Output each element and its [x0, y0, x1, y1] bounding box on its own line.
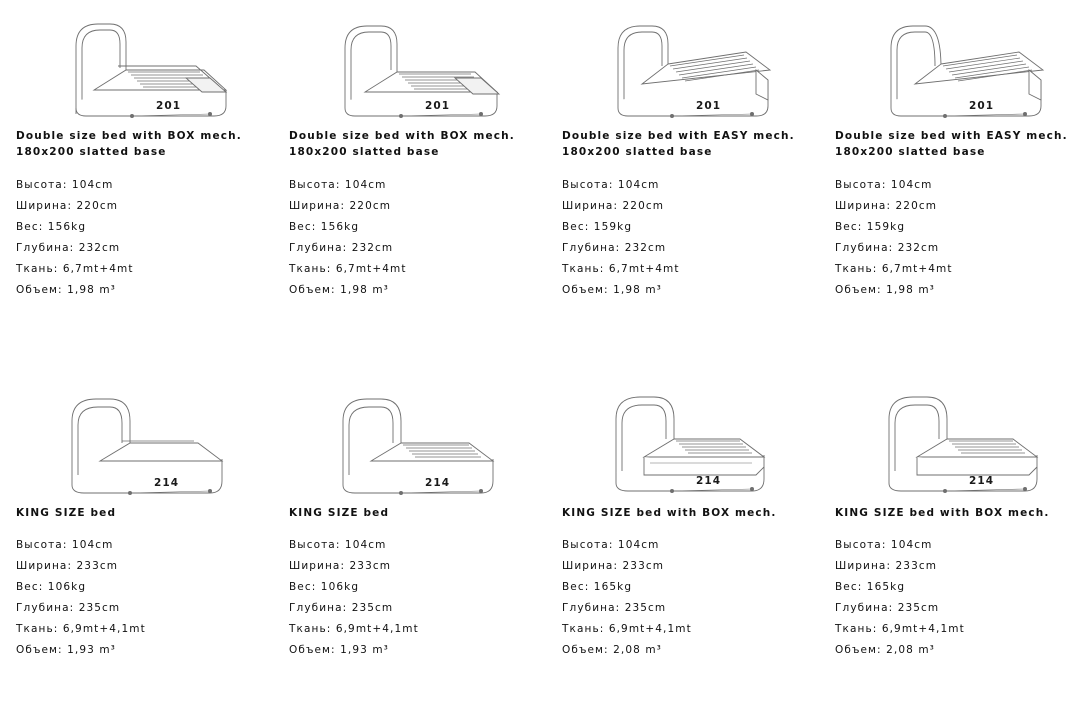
spec-depth: Глубина: 235cm	[16, 602, 121, 615]
spec-volume: Объем: 1,98 m³	[562, 283, 662, 296]
spec-weight: Вес: 159kg	[562, 220, 633, 233]
spec-list	[14, 175, 259, 301]
spec-weight: Вес: 156kg	[289, 220, 360, 233]
spec-height: Высота: 104cm	[16, 178, 114, 191]
product-card	[546, 375, 819, 723]
product-title: KING SIZE bed	[16, 507, 117, 519]
spec-list	[287, 535, 532, 661]
spec-width: Ширина: 220cm	[16, 199, 119, 212]
spec-volume: Объем: 2,08 m³	[835, 644, 935, 657]
product-card	[273, 375, 546, 723]
spec-height: Высота: 104cm	[835, 178, 933, 191]
spec-list	[833, 535, 1078, 661]
spec-width: Ширина: 220cm	[835, 199, 938, 212]
spec-fabric: Ткань: 6,7mt+4mt	[562, 262, 680, 275]
spec-list	[833, 175, 1078, 301]
spec-volume: Объем: 1,93 m³	[16, 644, 116, 657]
spec-width: Ширина: 233cm	[16, 560, 119, 573]
dimension-label: 214	[425, 477, 451, 489]
spec-list	[287, 175, 532, 301]
dimension-label: 214	[696, 475, 722, 487]
product-card	[546, 0, 819, 375]
dimension-label: 201	[425, 100, 451, 112]
product-title: KING SIZE bed with BOX mech.	[835, 507, 1050, 519]
spec-height: Высота: 104cm	[289, 178, 387, 191]
bed-illustration-king-size-box-mech	[833, 385, 1078, 505]
dimension-label: 201	[969, 100, 995, 112]
bed-illustration-box-mech	[14, 8, 259, 128]
spec-height: Высота: 104cm	[562, 178, 660, 191]
spec-width: Ширина: 233cm	[835, 560, 938, 573]
spec-volume: Объем: 1,93 m³	[289, 644, 389, 657]
spec-volume: Объем: 1,98 m³	[16, 283, 116, 296]
spec-width: Ширина: 220cm	[562, 199, 665, 212]
spec-list	[560, 175, 805, 301]
spec-width: Ширина: 233cm	[289, 560, 392, 573]
spec-weight: Вес: 106kg	[289, 581, 360, 594]
spec-depth: Глубина: 235cm	[562, 602, 667, 615]
spec-weight: Вес: 159kg	[835, 220, 906, 233]
product-card	[273, 0, 546, 375]
bed-illustration-king-size	[14, 385, 259, 505]
dimension-label: 201	[156, 100, 182, 112]
spec-depth: Глубина: 232cm	[16, 241, 121, 254]
bed-illustration-box-mech	[287, 8, 532, 128]
spec-fabric: Ткань: 6,7mt+4mt	[835, 262, 953, 275]
spec-width: Ширина: 233cm	[562, 560, 665, 573]
spec-fabric: Ткань: 6,9mt+4,1mt	[562, 623, 692, 636]
product-title: Double size bed with BOX mech. 180x200 slatted base	[16, 130, 242, 159]
spec-depth: Глубина: 232cm	[289, 241, 394, 254]
dimension-label: 214	[154, 477, 180, 489]
spec-depth: Глубина: 232cm	[562, 241, 667, 254]
spec-weight: Вес: 165kg	[562, 581, 633, 594]
product-title: Double size bed with BOX mech. 180x200 slatted base	[289, 130, 515, 159]
spec-weight: Вес: 106kg	[16, 581, 87, 594]
product-title: Double size bed with EASY mech. 180x200 slatted base	[562, 130, 795, 159]
spec-height: Высота: 104cm	[16, 539, 114, 552]
spec-fabric: Ткань: 6,9mt+4,1mt	[16, 623, 146, 636]
spec-fabric: Ткань: 6,9mt+4,1mt	[835, 623, 965, 636]
spec-list	[560, 535, 805, 661]
spec-volume: Объем: 1,98 m³	[835, 283, 935, 296]
spec-weight: Вес: 165kg	[835, 581, 906, 594]
product-title: Double size bed with EASY mech. 180x200 slatted base	[835, 130, 1068, 159]
product-card	[0, 375, 273, 723]
product-card	[819, 0, 1091, 375]
spec-weight: Вес: 156kg	[16, 220, 87, 233]
product-title: KING SIZE bed	[289, 507, 390, 519]
spec-height: Высота: 104cm	[289, 539, 387, 552]
product-title: KING SIZE bed with BOX mech.	[562, 507, 777, 519]
bed-illustration-easy-mech	[833, 8, 1078, 128]
dimension-label: 214	[969, 475, 995, 487]
spec-list	[14, 535, 259, 661]
bed-illustration-easy-mech	[560, 8, 805, 128]
spec-volume: Объем: 2,08 m³	[562, 644, 662, 657]
spec-depth: Глубина: 232cm	[835, 241, 940, 254]
spec-fabric: Ткань: 6,7mt+4mt	[289, 262, 407, 275]
bed-illustration-king-size	[287, 385, 532, 505]
spec-volume: Объем: 1,98 m³	[289, 283, 389, 296]
spec-fabric: Ткань: 6,7mt+4mt	[16, 262, 134, 275]
product-card	[0, 0, 273, 375]
spec-depth: Глубина: 235cm	[289, 602, 394, 615]
spec-fabric: Ткань: 6,9mt+4,1mt	[289, 623, 419, 636]
dimension-label: 201	[696, 100, 722, 112]
bed-illustration-king-size-box-mech	[560, 385, 805, 505]
spec-height: Высота: 104cm	[562, 539, 660, 552]
spec-height: Высота: 104cm	[835, 539, 933, 552]
spec-width: Ширина: 220cm	[289, 199, 392, 212]
product-card	[819, 375, 1091, 723]
spec-depth: Глубина: 235cm	[835, 602, 940, 615]
